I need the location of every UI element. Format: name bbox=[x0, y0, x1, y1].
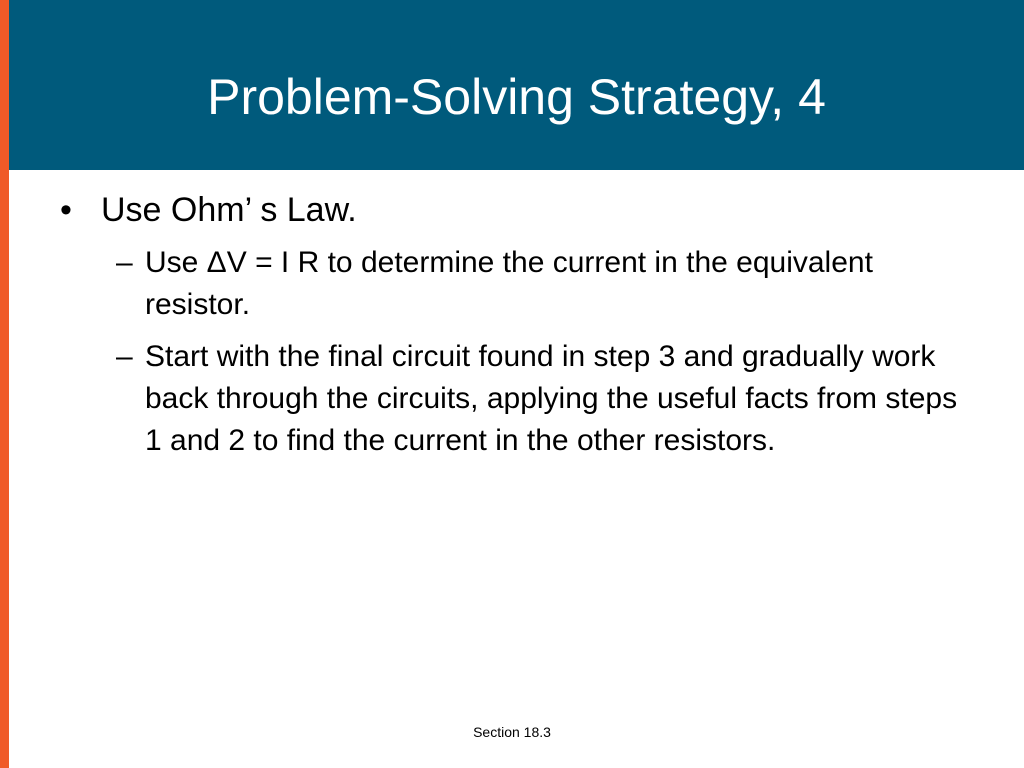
slide-body bbox=[60, 188, 960, 472]
sub-bullet-text: Use ΔV = I R to determine the current in the equivalent resistor. bbox=[145, 246, 873, 321]
footer-section-label: Section 18.3 bbox=[473, 724, 551, 740]
sub-bullet-list bbox=[60, 242, 960, 462]
bullet-item bbox=[60, 188, 960, 232]
accent-bar bbox=[0, 0, 9, 768]
dash-marker: – bbox=[116, 340, 133, 373]
bullet-text: Use Ohm’ s Law. bbox=[101, 191, 357, 229]
bullet-marker: • bbox=[60, 191, 72, 229]
sub-bullet-item bbox=[116, 242, 960, 326]
dash-marker: – bbox=[116, 246, 133, 279]
slide-title: Problem-Solving Strategy, 4 bbox=[207, 69, 826, 125]
sub-bullet-item bbox=[116, 336, 960, 462]
sub-bullet-text: Start with the final circuit found in step 3 and gradually work back through the circuits, applying the useful facts from steps 1 and 2 to find the current in the other resistors. bbox=[145, 340, 958, 457]
